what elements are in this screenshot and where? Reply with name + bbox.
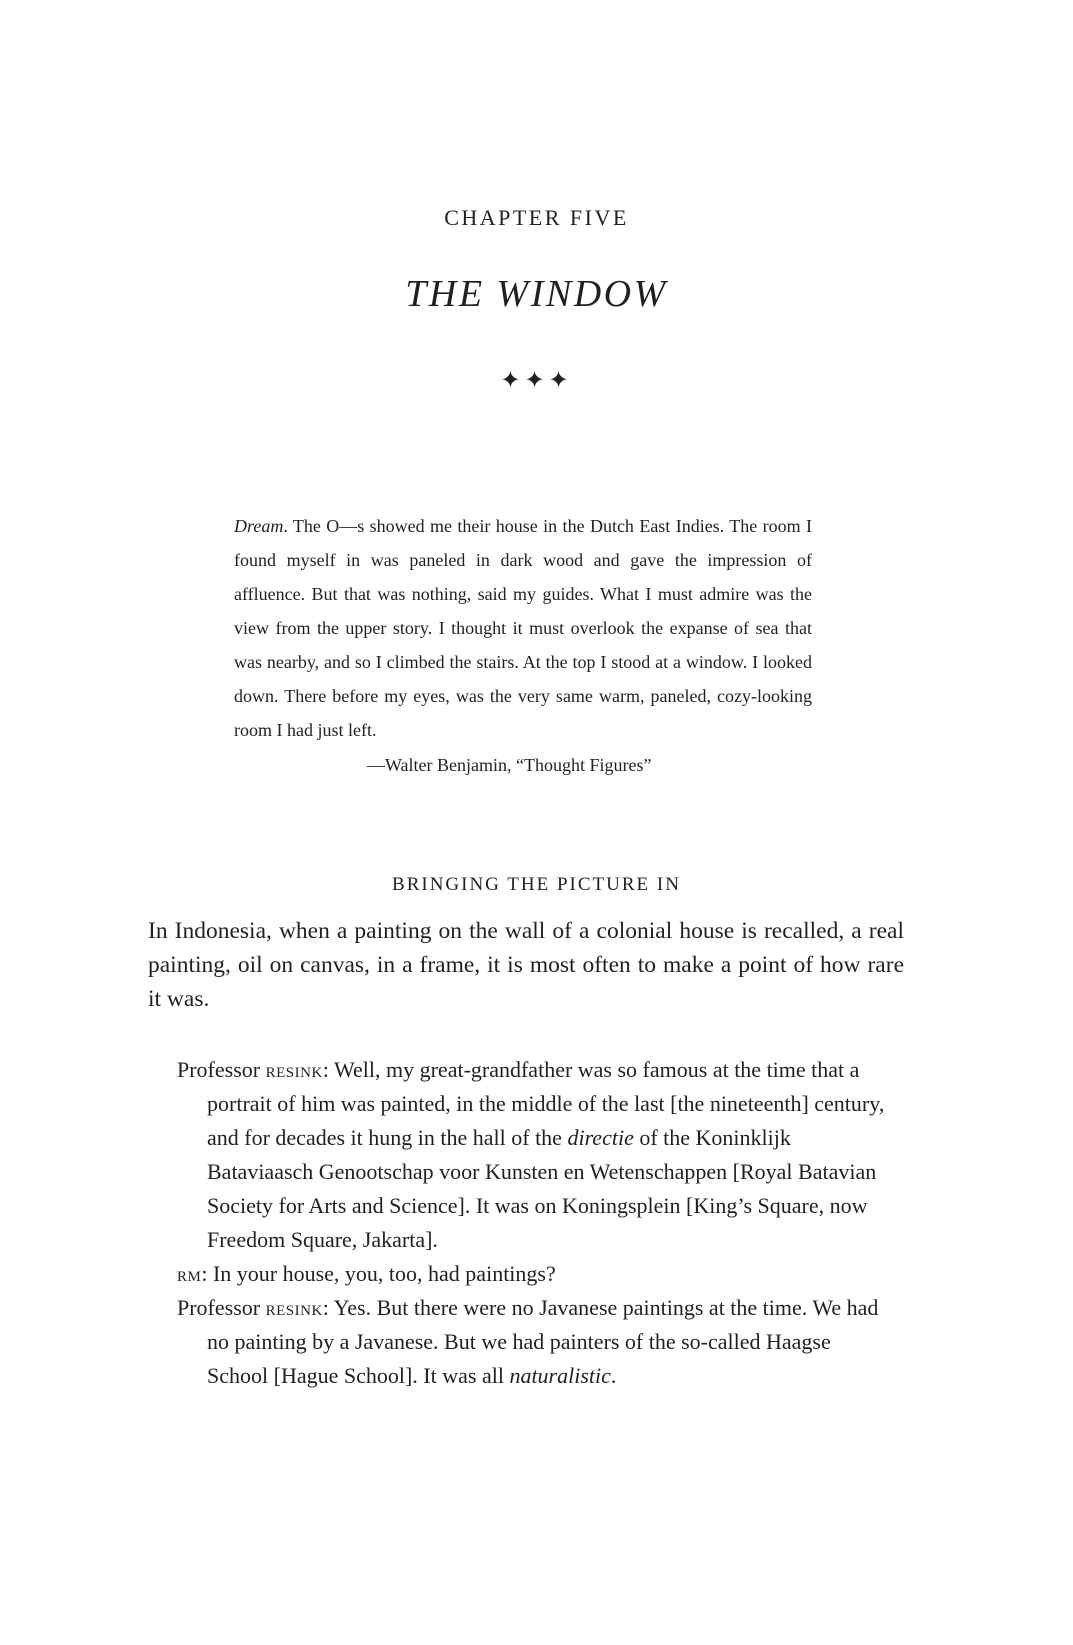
- body-paragraph: In Indonesia, when a painting on the wall of a colonial house is recalled, a real painting, oil on canvas, in a frame, it is most often to make a point of how rare it was.: [148, 918, 904, 1012]
- dialogue-line: [177, 1291, 897, 1393]
- star-ornament-icon: ✦✦✦: [500, 366, 573, 394]
- dialogue-text: : Well, my great-grandfather was so famous at the time that a portrait of him was painted, in the middle of the last [the nineteenth] century, and for decades it hung in the hall of the: [207, 1057, 885, 1150]
- chapter-title: THE WINDOW: [405, 273, 668, 315]
- speaker-name: rm: [177, 1261, 202, 1286]
- dialogue-text: : Yes. But there were no Javanese paintings at the time. We had no painting by a Javanese. But we had painters of the so-called Haagse School [Hague School]. It was all: [207, 1295, 879, 1388]
- dialogue-italic: directie: [567, 1125, 634, 1150]
- chapter-number: CHAPTER FIVE: [444, 205, 629, 230]
- speaker-name: resink: [265, 1057, 323, 1082]
- speaker-title: Professor: [177, 1057, 266, 1082]
- section-heading: BRINGING THE PICTURE IN: [392, 874, 681, 895]
- dialogue-line: [177, 1257, 897, 1291]
- dialogue-text-end: of the Koninklijk Bataviaasch Genootschap voor Kunsten en Wetenschappen [Royal Batavian Society for Arts and Science]. It was on Koningsplein [King’s Square, now Freedom Square, Jakarta].: [207, 1125, 877, 1252]
- dialogue-text: : In your house, you, too, had paintings?: [201, 1261, 556, 1286]
- epigraph-body: . The O—s showed me their house in the Dutch East Indies. The room I found myself in was paneled in dark wood and gave the impression of affluence. But that was nothing, said my guides. What I must admire was the view from the upper story. I thought it must overlook the expanse of sea that was nearby, and so I climbed the stairs. At the top I stood at a window. I looked down. There before my eyes, was the very same warm, paneled, cozy-looking room I had just left.: [234, 516, 812, 740]
- speaker-name: resink: [265, 1295, 323, 1320]
- epigraph-lead: Dream: [234, 516, 284, 536]
- epigraph: [234, 509, 812, 747]
- dialogue-italic: naturalistic: [509, 1363, 611, 1388]
- dialogue-text-end: .: [610, 1363, 617, 1388]
- interview-dialogue: [177, 1053, 897, 1393]
- epigraph-text: [234, 509, 812, 747]
- epigraph-attribution: —Walter Benjamin, “Thought Figures”: [367, 755, 652, 775]
- speaker-title: Professor: [177, 1295, 266, 1320]
- dialogue-line: [177, 1053, 897, 1257]
